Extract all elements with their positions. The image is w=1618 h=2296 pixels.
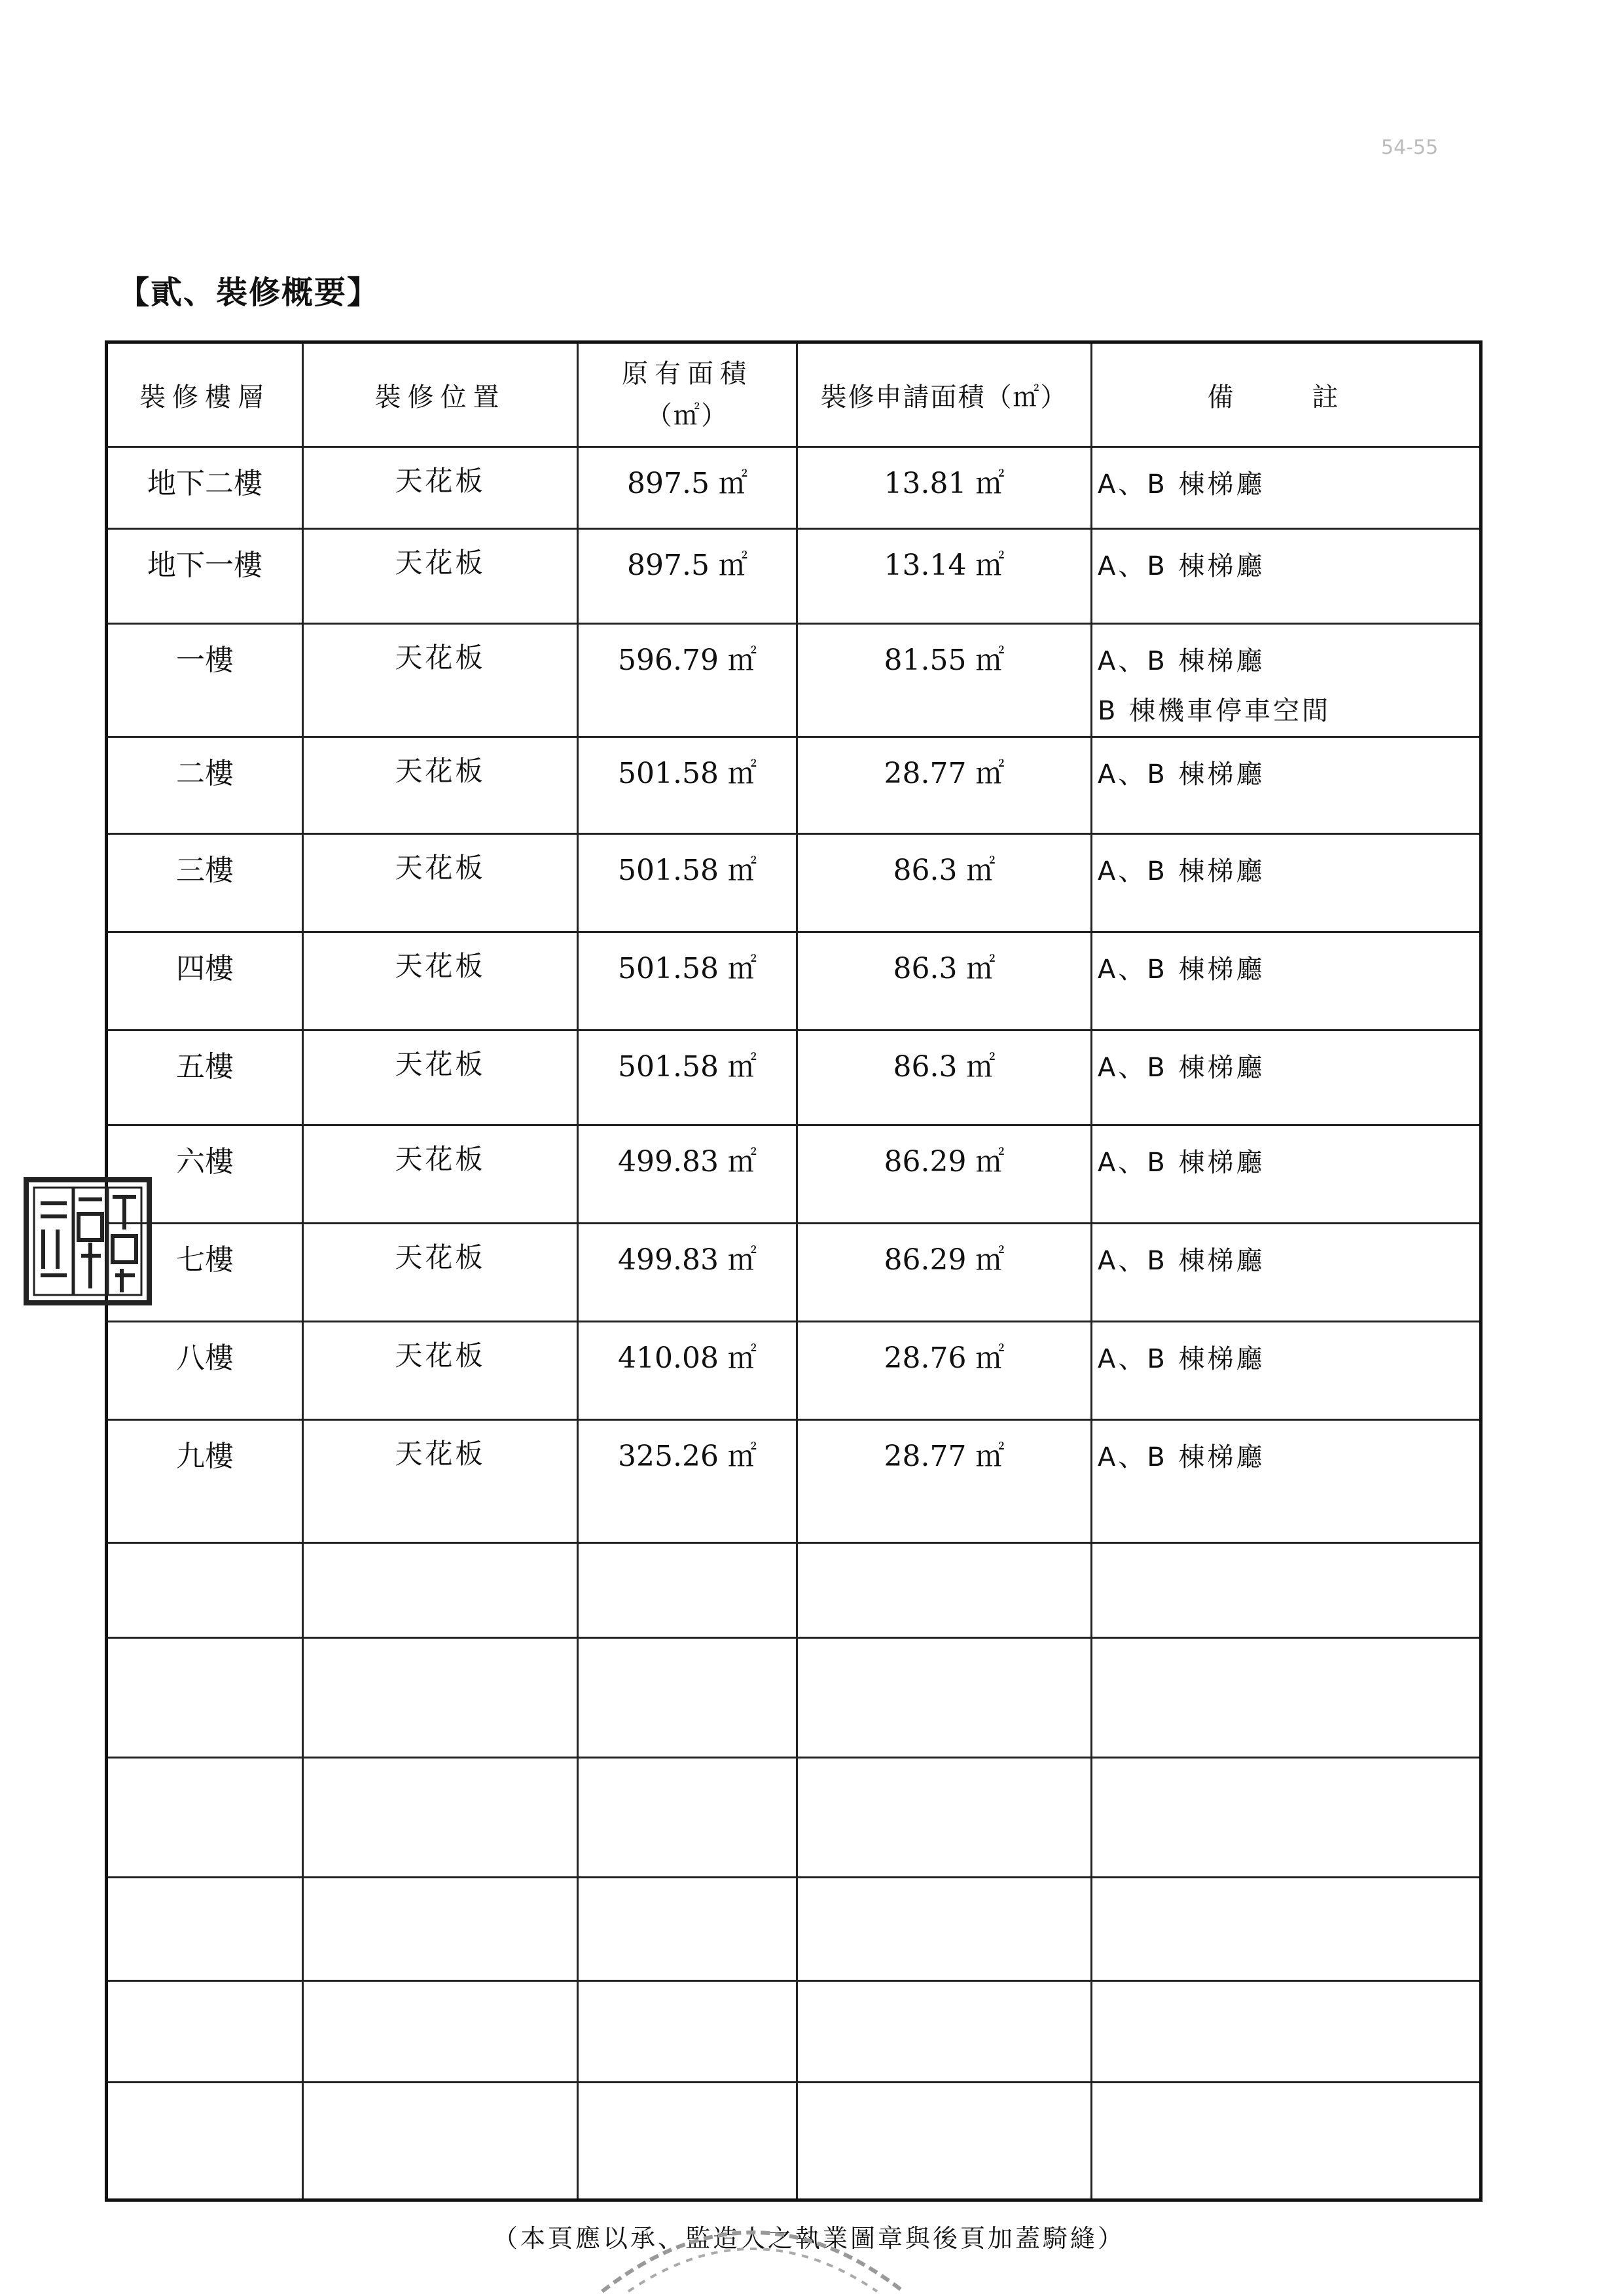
requested-area-cell: 28.77 ㎡ bbox=[797, 737, 1092, 834]
empty-cell bbox=[578, 2083, 797, 2200]
empty-cell bbox=[303, 1638, 578, 1758]
note-cell bbox=[1092, 1030, 1481, 1125]
location-cell: 天花板 bbox=[303, 1030, 578, 1125]
empty-table-row bbox=[107, 1638, 1481, 1758]
empty-cell bbox=[797, 1543, 1092, 1638]
empty-cell bbox=[107, 1638, 303, 1758]
empty-cell bbox=[1092, 1638, 1481, 1758]
empty-cell bbox=[797, 2083, 1092, 2200]
empty-cell bbox=[1092, 1543, 1481, 1638]
empty-cell bbox=[1092, 1878, 1481, 1981]
note-line: A、B 棟梯廳 bbox=[1098, 1442, 1265, 1472]
requested-area-cell: 86.3 ㎡ bbox=[797, 1030, 1092, 1125]
empty-cell bbox=[578, 1543, 797, 1638]
note-line: A、B 棟梯廳 bbox=[1098, 955, 1265, 985]
requested-area-cell: 86.3 ㎡ bbox=[797, 932, 1092, 1030]
note-cell bbox=[1092, 1125, 1481, 1224]
empty-cell bbox=[107, 1543, 303, 1638]
original-area-cell: 499.83 ㎡ bbox=[578, 1224, 797, 1322]
empty-cell bbox=[1092, 2083, 1481, 2200]
header-floor: 裝修樓層 bbox=[107, 342, 303, 447]
note-line: B 棟機車停車空間 bbox=[1098, 696, 1331, 726]
floor-cell: 五樓 bbox=[107, 1030, 303, 1125]
note-line: A、B 棟梯廳 bbox=[1098, 1053, 1265, 1083]
section-title: 【貳、裝修概要】 bbox=[118, 274, 380, 311]
note-cell bbox=[1092, 624, 1481, 737]
table-header-row bbox=[107, 342, 1481, 447]
note-line: A、B 棟梯廳 bbox=[1098, 551, 1265, 581]
empty-table-row bbox=[107, 1878, 1481, 1981]
floor-cell: 三樓 bbox=[107, 834, 303, 932]
footer-note: （本頁應以承、監造人之執業圖章與後頁加蓋騎縫） bbox=[492, 2224, 1125, 2253]
table-row bbox=[107, 1420, 1481, 1543]
note-line: A、B 棟梯廳 bbox=[1098, 1246, 1265, 1276]
empty-cell bbox=[107, 1758, 303, 1878]
empty-table-row bbox=[107, 1981, 1481, 2083]
note-cell bbox=[1092, 1224, 1481, 1322]
empty-cell bbox=[797, 1758, 1092, 1878]
location-cell: 天花板 bbox=[303, 447, 578, 529]
table-row bbox=[107, 932, 1481, 1030]
location-cell: 天花板 bbox=[303, 624, 578, 737]
requested-area-cell: 86.3 ㎡ bbox=[797, 834, 1092, 932]
empty-cell bbox=[578, 1758, 797, 1878]
requested-area-cell: 86.29 ㎡ bbox=[797, 1125, 1092, 1224]
note-line: A、B 棟梯廳 bbox=[1098, 856, 1265, 886]
note-cell bbox=[1092, 932, 1481, 1030]
empty-cell bbox=[107, 1981, 303, 2083]
renovation-summary-table bbox=[105, 340, 1483, 2202]
table-row bbox=[107, 1125, 1481, 1224]
floor-cell: 地下二樓 bbox=[107, 447, 303, 529]
note-cell bbox=[1092, 529, 1481, 624]
requested-area-cell: 13.14 ㎡ bbox=[797, 529, 1092, 624]
original-area-cell: 501.58 ㎡ bbox=[578, 737, 797, 834]
table-row bbox=[107, 624, 1481, 737]
empty-cell bbox=[303, 1758, 578, 1878]
floor-cell: 二樓 bbox=[107, 737, 303, 834]
floor-cell: 地下一樓 bbox=[107, 529, 303, 624]
floor-cell: 七樓 bbox=[107, 1224, 303, 1322]
location-cell: 天花板 bbox=[303, 834, 578, 932]
location-cell: 天花板 bbox=[303, 1420, 578, 1543]
header-note: 備 註 bbox=[1092, 342, 1481, 447]
empty-table-row bbox=[107, 2083, 1481, 2200]
table-row bbox=[107, 529, 1481, 624]
footer-stamp bbox=[589, 2187, 916, 2296]
requested-area-cell: 13.81 ㎡ bbox=[797, 447, 1092, 529]
table-row bbox=[107, 737, 1481, 834]
original-area-cell: 596.79 ㎡ bbox=[578, 624, 797, 737]
note-line: A、B 棟梯廳 bbox=[1098, 1148, 1265, 1178]
location-cell: 天花板 bbox=[303, 932, 578, 1030]
header-original-area-unit: （㎡） bbox=[646, 401, 728, 431]
floor-cell: 四樓 bbox=[107, 932, 303, 1030]
location-cell: 天花板 bbox=[303, 1224, 578, 1322]
floor-cell: 六樓 bbox=[107, 1125, 303, 1224]
table-row bbox=[107, 1224, 1481, 1322]
floor-cell: 八樓 bbox=[107, 1322, 303, 1420]
requested-area-cell: 28.77 ㎡ bbox=[797, 1420, 1092, 1543]
empty-cell bbox=[303, 2083, 578, 2200]
original-area-cell: 897.5 ㎡ bbox=[578, 447, 797, 529]
table-row bbox=[107, 447, 1481, 529]
empty-cell bbox=[1092, 1981, 1481, 2083]
empty-cell bbox=[578, 1981, 797, 2083]
requested-area-cell: 86.29 ㎡ bbox=[797, 1224, 1092, 1322]
note-cell bbox=[1092, 737, 1481, 834]
empty-table-row bbox=[107, 1543, 1481, 1638]
empty-cell bbox=[578, 1878, 797, 1981]
original-area-cell: 501.58 ㎡ bbox=[578, 1030, 797, 1125]
empty-cell bbox=[303, 1543, 578, 1638]
empty-cell bbox=[107, 2083, 303, 2200]
table-row bbox=[107, 834, 1481, 932]
header-original-area bbox=[578, 342, 797, 447]
table-row bbox=[107, 1322, 1481, 1420]
empty-cell bbox=[797, 1878, 1092, 1981]
header-requested-area: 裝修申請面積（㎡） bbox=[797, 342, 1092, 447]
location-cell: 天花板 bbox=[303, 529, 578, 624]
architect-seal bbox=[24, 1177, 152, 1305]
original-area-cell: 501.58 ㎡ bbox=[578, 932, 797, 1030]
original-area-cell: 499.83 ㎡ bbox=[578, 1125, 797, 1224]
note-cell bbox=[1092, 447, 1481, 529]
note-cell bbox=[1092, 1420, 1481, 1543]
table-row bbox=[107, 1030, 1481, 1125]
empty-cell bbox=[303, 1878, 578, 1981]
requested-area-cell: 81.55 ㎡ bbox=[797, 624, 1092, 737]
note-line: A、B 棟梯廳 bbox=[1098, 646, 1265, 676]
original-area-cell: 501.58 ㎡ bbox=[578, 834, 797, 932]
location-cell: 天花板 bbox=[303, 737, 578, 834]
note-line: A、B 棟梯廳 bbox=[1098, 759, 1265, 790]
original-area-cell: 897.5 ㎡ bbox=[578, 529, 797, 624]
note-cell bbox=[1092, 1322, 1481, 1420]
location-cell: 天花板 bbox=[303, 1125, 578, 1224]
empty-cell bbox=[578, 1638, 797, 1758]
note-cell bbox=[1092, 834, 1481, 932]
empty-table-row bbox=[107, 1758, 1481, 1878]
empty-cell bbox=[107, 1878, 303, 1981]
original-area-cell: 325.26 ㎡ bbox=[578, 1420, 797, 1543]
original-area-cell: 410.08 ㎡ bbox=[578, 1322, 797, 1420]
note-line: A、B 棟梯廳 bbox=[1098, 469, 1265, 500]
floor-cell: 一樓 bbox=[107, 624, 303, 737]
requested-area-cell: 28.76 ㎡ bbox=[797, 1322, 1092, 1420]
empty-cell bbox=[797, 1981, 1092, 2083]
empty-cell bbox=[797, 1638, 1092, 1758]
location-cell: 天花板 bbox=[303, 1322, 578, 1420]
floor-cell: 九樓 bbox=[107, 1420, 303, 1543]
header-original-area-label: 原有面積 bbox=[622, 359, 753, 389]
note-line: A、B 棟梯廳 bbox=[1098, 1344, 1265, 1374]
page-number: 54-55 bbox=[1381, 136, 1439, 159]
empty-cell bbox=[303, 1981, 578, 2083]
empty-cell bbox=[1092, 1758, 1481, 1878]
header-location: 裝修位置 bbox=[303, 342, 578, 447]
